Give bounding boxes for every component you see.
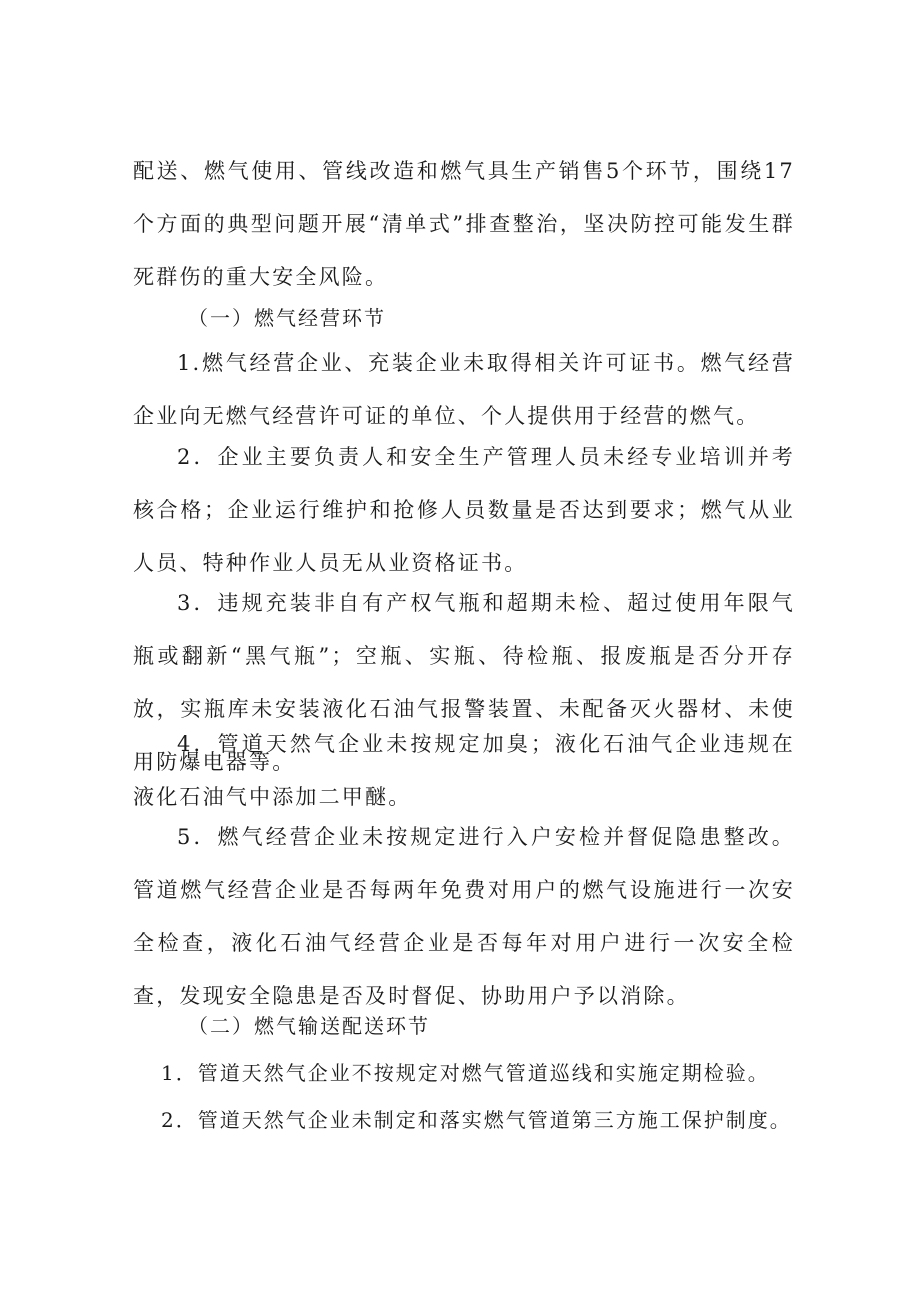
list-item-3: 3．违规充装非自有产权气瓶和超期未检、超过使用年限气瓶或翻新“黑气瓶”；空瓶、实瓶、待检瓶、报废瓶是否分开存放，实瓶库未安装液化石油气报警装置、未配备灭火器材、未使用防爆电器等。 <box>133 591 795 774</box>
list-item-5: 5．燃气经营企业未按规定进行入户安检并督促隐患整改。管道燃气经营企业是否每两年免费对用户的燃气设施进行一次安全检查，液化石油气经营企业是否每年对用户进行一次安全检查，发现安全隐患是否及时督促、协助用户予以消除。 <box>133 825 795 1008</box>
list-item-transport-1: 1．管道天然气企业不按规定对燃气管道巡线和实施定期检验。 <box>161 1061 770 1085</box>
list-item-1: 1.燃气经营企业、充装企业未取得相关许可证书。燃气经营企业向无燃气经营许可证的单位、个人提供用于经营的燃气。 <box>133 351 795 428</box>
section-heading-gas-operation: （一）燃气经营环节 <box>188 306 386 330</box>
section-heading-gas-transport: （二）燃气输送配送环节 <box>188 1014 430 1038</box>
list-item-4: 4．管道天然气企业未按规定加臭；液化石油气企业违规在液化石油气中添加二甲醚。 <box>133 732 795 809</box>
intro-paragraph: 配送、燃气使用、管线改造和燃气具生产销售5个环节，围绕17个方面的典型问题开展“清单式”排查整治，坚决防控可能发生群死群伤的重大安全风险。 <box>133 159 795 289</box>
list-item-2: 2．企业主要负责人和安全生产管理人员未经专业培训并考核合格；企业运行维护和抢修人员数量是否达到要求；燃气从业人员、特种作业人员无从业资格证书。 <box>133 445 795 575</box>
list-item-transport-2: 2．管道天然气企业未制定和落实燃气管道第三方施工保护制度。 <box>161 1108 792 1132</box>
